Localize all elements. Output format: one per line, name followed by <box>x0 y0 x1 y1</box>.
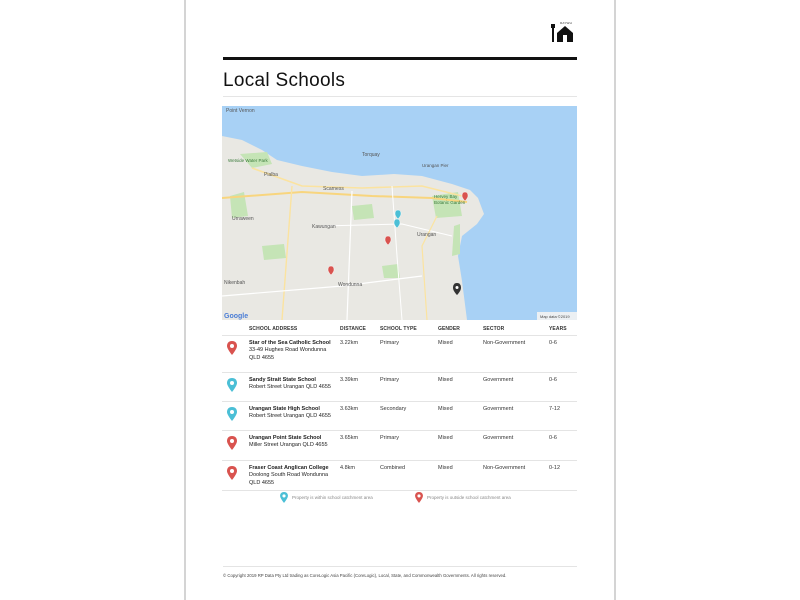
header-sector: SECTOR <box>483 326 505 332</box>
school-map[interactable] <box>222 106 577 320</box>
outside-catchment-pin-icon <box>227 466 237 480</box>
school-sector: Government <box>483 377 514 383</box>
school-gender: Mixed <box>438 406 453 412</box>
school-name: Sandy Strait State School Robert Street Urangan QLD 4655 <box>249 377 339 392</box>
map-label-scarness: Scarness <box>323 186 344 192</box>
table-row <box>222 336 577 373</box>
school-distance: 3.65km <box>340 435 359 441</box>
school-address: 33-49 Hughes Road Wondunna QLD 4655 <box>249 347 327 361</box>
legend-inside-label: Property is within school catchment area <box>292 495 373 500</box>
map-attribution: Map data ©2019 <box>540 314 570 319</box>
map-label-wetside: Wetside Water Park <box>228 158 268 163</box>
school-years: 0-6 <box>549 340 557 346</box>
school-sector: Government <box>483 435 514 441</box>
schools-table <box>222 322 577 491</box>
map-label-urangan: Urangan <box>417 232 437 238</box>
school-distance: 3.39km <box>340 377 359 383</box>
map-label-hervey-bay: Hervey Bay <box>434 194 458 199</box>
table-row <box>222 373 577 402</box>
school-distance: 3.63km <box>340 406 359 412</box>
school-type: Primary <box>380 377 399 383</box>
school-address: Robert Street Urangan QLD 4655 <box>249 384 331 391</box>
school-type: Primary <box>380 435 399 441</box>
table-row <box>222 431 577 461</box>
page-edge-left <box>184 0 186 600</box>
copyright-footer: © Copyright 2019 RP Data Pty Ltd trading as CoreLogic Asia Pacific (CoreLogic), Local, State, and Commonwealth Governments. All rights reserved. <box>223 573 507 578</box>
school-address: Miller Street Urangan QLD 4655 <box>249 442 328 449</box>
school-distance: 4.8km <box>340 465 355 471</box>
school-type: Combined <box>380 465 406 471</box>
school-gender: Mixed <box>438 435 453 441</box>
logo-text: RAYWH <box>560 21 572 25</box>
school-sector: Non-Government <box>483 465 526 471</box>
school-years: 0-12 <box>549 465 561 471</box>
map-label-wondunna: Wondunna <box>338 282 363 288</box>
title-rule <box>223 96 577 97</box>
school-years: 0-6 <box>549 435 557 441</box>
school-type: Primary <box>380 340 399 346</box>
outside-catchment-pin-icon <box>227 436 237 450</box>
map-label-point-vernon: Point Vernon <box>226 108 255 114</box>
school-gender: Mixed <box>438 377 453 383</box>
school-gender: Mixed <box>438 340 453 346</box>
school-years: 0-6 <box>549 377 557 383</box>
header-school-type: SCHOOL TYPE <box>380 326 417 332</box>
school-name: Urangan Point State School Miller Street Urangan QLD 4655 <box>249 435 339 450</box>
school-years: 7-12 <box>549 406 561 412</box>
map-label-nikenbah: Nikenbah <box>224 280 246 286</box>
top-rule <box>223 57 577 60</box>
legend-outside-label: Property is outside school catchment area <box>427 495 511 500</box>
school-name: Star of the Sea Catholic School 33-49 Hughes Road Wondunna QLD 4655 <box>249 340 339 362</box>
header-distance: DISTANCE <box>340 326 366 332</box>
map-label-kawungan: Kawungan <box>312 224 336 230</box>
school-distance: 3.22km <box>340 340 359 346</box>
outside-catchment-pin-icon <box>227 341 237 355</box>
school-type: Secondary <box>380 406 407 412</box>
table-row <box>222 402 577 431</box>
inside-catchment-pin-icon <box>227 407 237 421</box>
page-title: Local Schools <box>223 70 346 91</box>
map-label-urraween: Urraween <box>232 216 254 222</box>
inside-catchment-pin-icon <box>280 492 288 503</box>
map-label-pialba: Pialba <box>264 172 278 178</box>
footer-rule <box>223 566 577 567</box>
school-gender: Mixed <box>438 465 453 471</box>
table-header <box>222 322 577 336</box>
outside-catchment-pin-icon <box>415 492 423 503</box>
map-label-botanic-garden: Botanic Garden <box>434 200 466 205</box>
school-name: Fraser Coast Anglican College Doolong South Road Wondunna QLD 4655 <box>249 465 339 487</box>
school-sector: Government <box>483 406 514 412</box>
table-row <box>222 461 577 491</box>
school-address: Robert Street Urangan QLD 4655 <box>249 413 331 420</box>
google-logo: Google <box>224 313 249 320</box>
map-canvas <box>222 106 577 320</box>
map-label-torquay: Torquay <box>362 152 380 158</box>
map-label-urangan-pier: Urangan Pier <box>422 163 449 168</box>
school-name: Urangan State High School Robert Street Urangan QLD 4655 <box>249 406 339 421</box>
inside-catchment-pin-icon <box>227 378 237 392</box>
header-years: YEARS <box>549 326 567 332</box>
school-sector: Non-Government <box>483 340 526 346</box>
header-gender: GENDER <box>438 326 460 332</box>
header-school-address: SCHOOL ADDRESS <box>249 326 298 332</box>
page-edge-right <box>614 0 616 600</box>
school-address: Doolong South Road Wondunna QLD 4655 <box>249 472 329 486</box>
